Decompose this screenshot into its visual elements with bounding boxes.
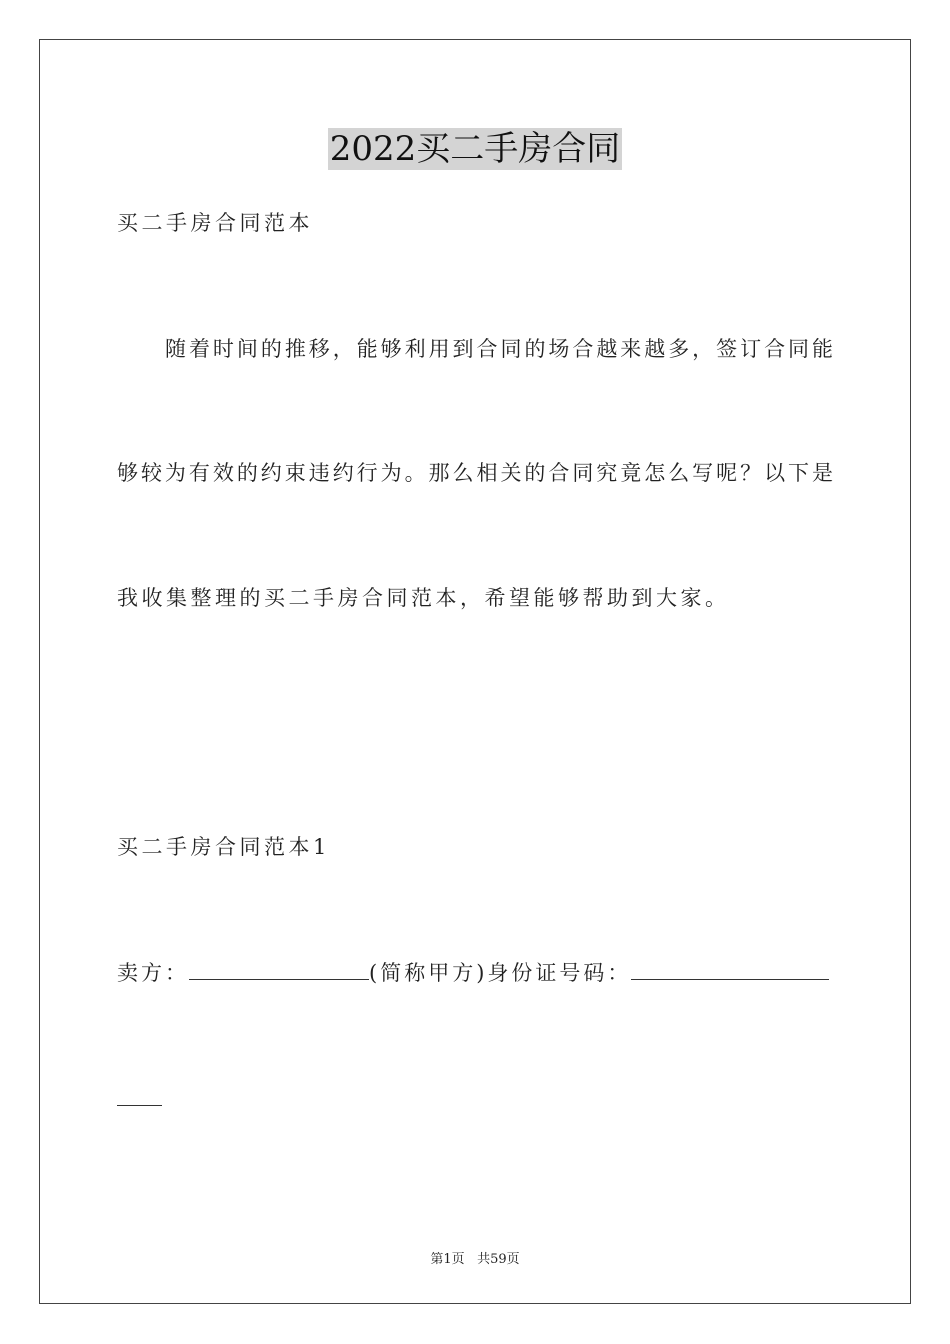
intro-line-1: 随着时间的推移，能够利用到合同的场合越来越多，签订合同能 [165, 337, 833, 361]
section-heading: 买二手房合同范本1 [117, 835, 330, 859]
title-wrapper [0, 128, 950, 170]
document-title: 2022买二手房合同 [329, 129, 621, 169]
seller-line [117, 957, 829, 988]
page-total: 共59页 [477, 1252, 520, 1267]
intro-line-2: 够较为有效的约束违约行为。那么相关的合同究竟怎么写呢？以下是 [117, 461, 833, 485]
seller-id-blank-continued[interactable] [117, 1083, 162, 1106]
seller-name-blank[interactable] [189, 957, 369, 980]
page-number: 第1页 [430, 1252, 465, 1267]
page-footer [0, 1248, 950, 1267]
seller-id-blank[interactable] [631, 957, 829, 980]
document-subtitle: 买二手房合同范本 [117, 211, 313, 235]
intro-line-3: 我收集整理的买二手房合同范本，希望能够帮助到大家。 [117, 586, 730, 610]
seller-label: 卖方： [117, 961, 189, 985]
seller-abbr-text: (简称甲方)身份证号码： [369, 961, 632, 985]
